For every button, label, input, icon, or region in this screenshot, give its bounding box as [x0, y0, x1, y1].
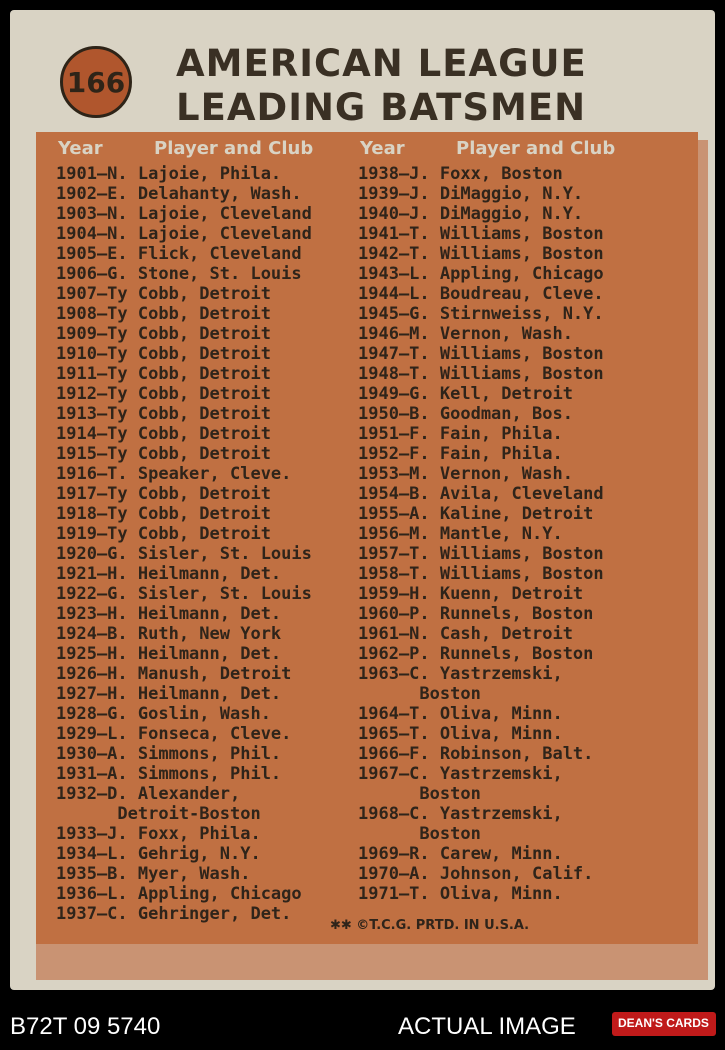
batsman-row: 1932—D. Alexander,: [56, 784, 241, 804]
batsman-row: 1925—H. Heilmann, Det.: [56, 644, 282, 664]
batsman-row: 1967—C. Yastrzemski,: [358, 764, 563, 784]
batsman-row: 1917—Ty Cobb, Detroit: [56, 484, 271, 504]
batsman-row: 1926—H. Manush, Detroit: [56, 664, 292, 684]
batsman-row: Detroit-Boston: [56, 804, 261, 824]
batsman-row: 1955—A. Kaline, Detroit: [358, 504, 594, 524]
batsman-row: 1920—G. Sisler, St. Louis: [56, 544, 312, 564]
batsman-row: 1940—J. DiMaggio, N.Y.: [358, 204, 584, 224]
batsman-row: 1960—P. Runnels, Boston: [358, 604, 594, 624]
batsman-row: 1921—H. Heilmann, Det.: [56, 564, 282, 584]
batsman-row: 1928—G. Goslin, Wash.: [56, 704, 271, 724]
batsman-row: 1952—F. Fain, Phila.: [358, 444, 563, 464]
batsman-row: 1963—C. Yastrzemski,: [358, 664, 563, 684]
batsman-row: 1906—G. Stone, St. Louis: [56, 264, 302, 284]
deans-cards-logo: [612, 1006, 716, 1044]
batsman-row: 1954—B. Avila, Cleveland: [358, 484, 604, 504]
right-batsmen-list: [358, 164, 604, 904]
batsman-row: 1914—Ty Cobb, Detroit: [56, 424, 271, 444]
batsman-row: 1931—A. Simmons, Phil.: [56, 764, 282, 784]
batsman-row: 1923—H. Heilmann, Det.: [56, 604, 282, 624]
batsman-row: 1927—H. Heilmann, Det.: [56, 684, 282, 704]
batsman-row: 1970—A. Johnson, Calif.: [358, 864, 594, 884]
left-batsmen-list: [56, 164, 312, 924]
batsman-row: 1941—T. Williams, Boston: [358, 224, 604, 244]
batsman-row: 1912—Ty Cobb, Detroit: [56, 384, 271, 404]
batsman-row: 1937—C. Gehringer, Det.: [56, 904, 292, 924]
batsman-row: 1905—E. Flick, Cleveland: [56, 244, 302, 264]
batsman-row: 1951—F. Fain, Phila.: [358, 424, 563, 444]
batsman-row: 1930—A. Simmons, Phil.: [56, 744, 282, 764]
batsman-row: 1911—Ty Cobb, Detroit: [56, 364, 271, 384]
batsman-row: 1947—T. Williams, Boston: [358, 344, 604, 364]
actual-image-label: ACTUAL IMAGE: [398, 1013, 576, 1040]
batsman-row: 1938—J. Foxx, Boston: [358, 164, 563, 184]
batsman-row: 1908—Ty Cobb, Detroit: [56, 304, 271, 324]
batsman-row: 1944—L. Boudreau, Cleve.: [358, 284, 604, 304]
card-title-line1: AMERICAN LEAGUE: [176, 42, 587, 85]
batsman-row: 1913—Ty Cobb, Detroit: [56, 404, 271, 424]
batsman-row: 1948—T. Williams, Boston: [358, 364, 604, 384]
batsman-row: 1946—M. Vernon, Wash.: [358, 324, 573, 344]
batsman-row: 1950—B. Goodman, Bos.: [358, 404, 573, 424]
batsman-row: Boston: [358, 784, 481, 804]
batsman-row: 1903—N. Lajoie, Cleveland: [56, 204, 312, 224]
inventory-code: B72T 09 5740: [10, 1013, 161, 1040]
batsman-row: 1945—G. Stirnweiss, N.Y.: [358, 304, 604, 324]
batsman-row: 1964—T. Oliva, Minn.: [358, 704, 563, 724]
batsman-row: 1916—T. Speaker, Cleve.: [56, 464, 292, 484]
batsman-row: 1910—Ty Cobb, Detroit: [56, 344, 271, 364]
col1-head-player: Player and Club: [154, 138, 314, 159]
batsman-row: 1935—B. Myer, Wash.: [56, 864, 251, 884]
batsman-row: 1959—H. Kuenn, Detroit: [358, 584, 584, 604]
batsman-row: 1936—L. Appling, Chicago: [56, 884, 302, 904]
batsman-row: 1929—L. Fonseca, Cleve.: [56, 724, 292, 744]
batsman-row: 1971—T. Oliva, Minn.: [358, 884, 563, 904]
batsman-row: 1942—T. Williams, Boston: [358, 244, 604, 264]
batsman-row: 1919—Ty Cobb, Detroit: [56, 524, 271, 544]
batsman-row: 1922—G. Sisler, St. Louis: [56, 584, 312, 604]
batsman-row: Boston: [358, 684, 481, 704]
batsman-row: 1907—Ty Cobb, Detroit: [56, 284, 271, 304]
batsman-row: 1933—J. Foxx, Phila.: [56, 824, 261, 844]
batsman-row: 1924—B. Ruth, New York: [56, 624, 282, 644]
batsman-row: 1901—N. Lajoie, Phila.: [56, 164, 282, 184]
batsman-row: 1968—C. Yastrzemski,: [358, 804, 563, 824]
batsman-row: 1962—P. Runnels, Boston: [358, 644, 594, 664]
batsman-row: 1939—J. DiMaggio, N.Y.: [358, 184, 584, 204]
card-title-line2: LEADING BATSMEN: [176, 86, 587, 129]
col1-head-year: Year: [58, 138, 103, 159]
batsman-row: 1949—G. Kell, Detroit: [358, 384, 573, 404]
copyright-note: ✱✱ ©T.C.G. PRTD. IN U.S.A.: [330, 918, 530, 933]
col2-head-player: Player and Club: [456, 138, 616, 159]
batsman-row: 1934—L. Gehrig, N.Y.: [56, 844, 261, 864]
batsman-row: 1956—M. Mantle, N.Y.: [358, 524, 563, 544]
batsman-row: 1958—T. Williams, Boston: [358, 564, 604, 584]
logo-text: DEAN'S CARDS: [618, 1016, 709, 1030]
batsman-row: 1965—T. Oliva, Minn.: [358, 724, 563, 744]
batsman-row: 1902—E. Delahanty, Wash.: [56, 184, 302, 204]
batsman-row: 1904—N. Lajoie, Cleveland: [56, 224, 312, 244]
batsman-row: 1957—T. Williams, Boston: [358, 544, 604, 564]
batsman-row: 1966—F. Robinson, Balt.: [358, 744, 594, 764]
card-number-badge: 166: [60, 46, 132, 118]
batsman-row: 1918—Ty Cobb, Detroit: [56, 504, 271, 524]
batsman-row: 1969—R. Carew, Minn.: [358, 844, 563, 864]
col2-head-year: Year: [360, 138, 405, 159]
batsman-row: 1961—N. Cash, Detroit: [358, 624, 573, 644]
batsman-row: Boston: [358, 824, 481, 844]
batsman-row: 1915—Ty Cobb, Detroit: [56, 444, 271, 464]
batsman-row: 1943—L. Appling, Chicago: [358, 264, 604, 284]
batsman-row: 1909—Ty Cobb, Detroit: [56, 324, 271, 344]
batsman-row: 1953—M. Vernon, Wash.: [358, 464, 573, 484]
